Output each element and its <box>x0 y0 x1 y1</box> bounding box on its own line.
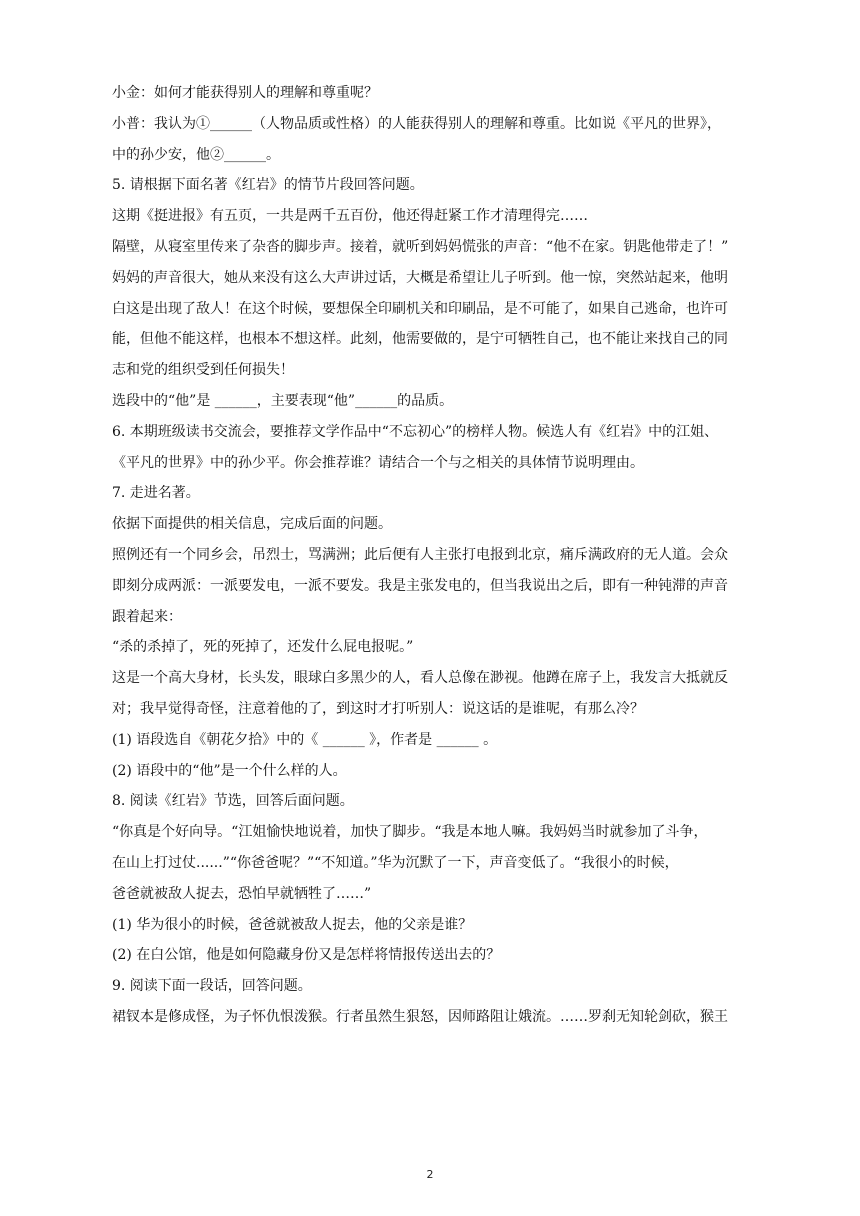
text-line: 能，但他不能这样，也根本不想这样。此刻，他需要做的，是宁可牺牲自己，也不能让来找自己的同 <box>112 331 728 348</box>
text-line: 爸爸就被敌人捉去，恐怕早就牺牲了……” <box>112 885 372 902</box>
sub-question: (1) 华为很小的时候，爸爸就被敌人捉去，他的父亲是谁？ <box>112 916 473 933</box>
text-line: 跟着起来： <box>112 608 182 625</box>
question-7-heading: 7. 走进名著。 <box>112 485 200 502</box>
text-line: 白这是出现了敌人！在这个时候，要想保全印刷机关和印刷品，是不可能了，如果自己逃命，也许可 <box>112 300 728 317</box>
text-line: 这是一个高大身材，长头发，眼球白多黑少的人，看人总像在渺视。他蹲在席子上，我发言大抵就反 <box>112 670 728 687</box>
text-line: 小普：我认为①______（人物品质或性格）的人能获得别人的理解和尊重。比如说《平凡的世界》， <box>112 115 721 132</box>
text-line: 选段中的“他”是 ______，主要表现“他”______的品质。 <box>112 392 454 409</box>
page-number: 2 <box>426 1168 434 1181</box>
text-line: 在山上打过仗......”“你爸爸呢？”“不知道。”华为沉默了一下，声音变低了。“我很小的时候， <box>112 854 679 871</box>
page-text <box>112 84 772 1039</box>
text-line: 中的孙少安，他②______。 <box>112 146 280 163</box>
text-line: “你真是个好向导。“江姐愉快地说着，加快了脚步。“我是本地人嘛。我妈妈当时就参加了斗争， <box>112 824 708 841</box>
sub-question: (1) 语段选自《朝花夕拾》中的《 ______ 》，作者是 ______ 。 <box>112 731 498 748</box>
text-line: 小金：如何才能获得别人的理解和尊重呢？ <box>112 85 378 101</box>
text-line: 妈妈的声音很大，她从来没有这么大声讲过话，大概是希望让儿子听到。他一惊，突然站起来，他明 <box>112 269 728 286</box>
question-8-heading: 8. 阅读《红岩》节选，回答后面问题。 <box>112 793 354 810</box>
text-line: 志和党的组织受到任何损失！ <box>112 362 294 379</box>
text-line: 这期《挺进报》有五页，一共是两千五百份，他还得赶紧工作才清理得完…… <box>112 208 588 225</box>
question-6-heading: 6. 本期班级读书交流会，要推荐文学作品中“不忘初心”的榜样人物。候选人有《红岩》中的江姐、 <box>112 423 719 440</box>
question-9-heading: 9. 阅读下面一段话，回答问题。 <box>112 978 312 995</box>
text-line: 隔壁，从寝室里传来了杂沓的脚步声。接着，就听到妈妈慌张的声音：“他不在家。钥匙他带走了！” <box>112 238 729 255</box>
question-5-heading: 5. 请根据下面名著《红岩》的情节片段回答问题。 <box>112 177 424 194</box>
text-line: 对；我早觉得奇怪，注意着他的了，到这时才打听别人：说这话的是谁呢，有那么冷？ <box>112 700 644 717</box>
sub-question: (2) 语段中的“他”是一个什么样的人。 <box>112 762 347 779</box>
text-line: 依据下面提供的相关信息，完成后面的问题。 <box>112 516 392 533</box>
sub-question: (2) 在白公馆，他是如何隐藏身份又是怎样将情报传送出去的？ <box>112 947 501 964</box>
text-line: 照例还有一个同乡会，吊烈士，骂满洲；此后便有人主张打电报到北京，痛斥满政府的无人道。会众 <box>112 546 728 563</box>
text-line: “杀的杀掉了，死的死掉了，还发什么屁电报呢。” <box>112 639 414 656</box>
text-line: 裙钗本是修成怪，为子怀仇恨泼猴。行者虽然生狠怒，因师路阻让娥流。……罗刹无知轮剑砍，猴王 <box>112 1008 728 1025</box>
text-line: 即刻分成两派：一派要发电，一派不要发。我是主张发电的，但当我说出之后，即有一种钝滞的声音 <box>112 577 728 594</box>
text-line: 《平凡的世界》中的孙少平。你会推荐谁？请结合一个与之相关的具体情节说明理由。 <box>112 454 644 471</box>
